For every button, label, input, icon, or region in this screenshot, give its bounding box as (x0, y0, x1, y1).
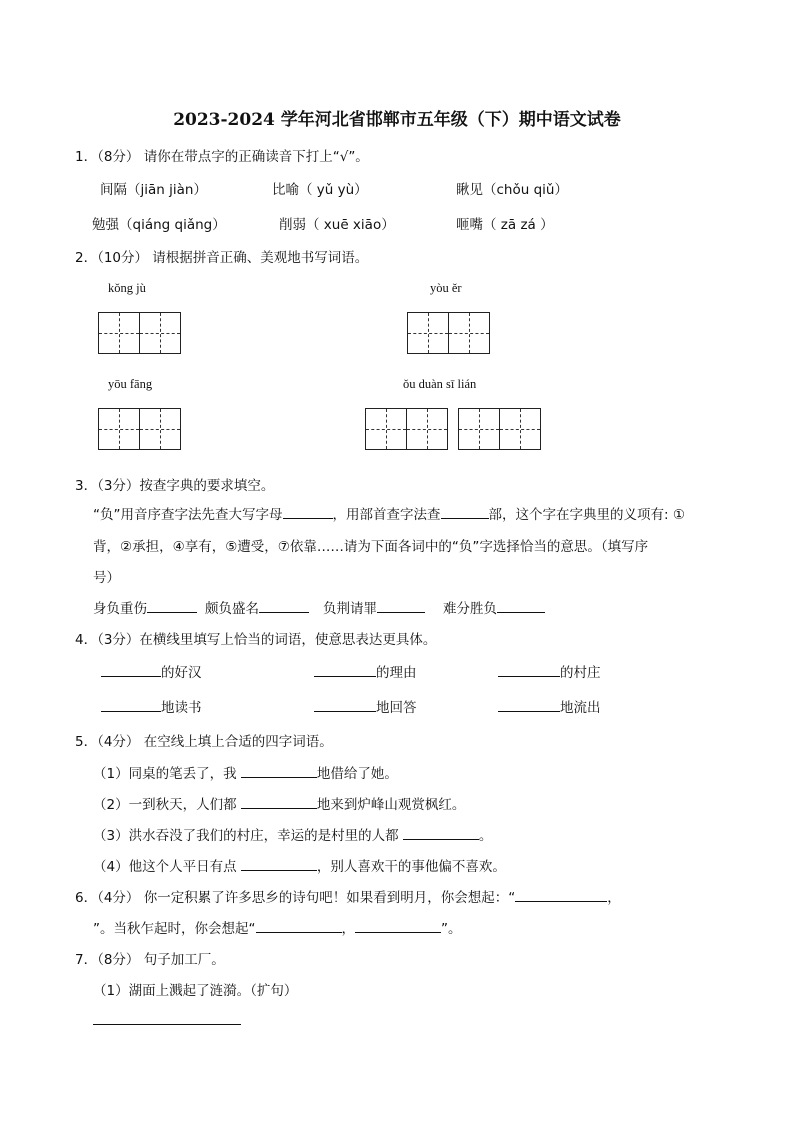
q5-blank[interactable] (241, 763, 317, 778)
q3-item-blank[interactable] (259, 598, 309, 613)
q5-sentence-4: （4）他这个人平日有点 ，别人喜欢干的事他偏不喜欢。 (93, 855, 506, 875)
question-6-line-1: 6．（4分） 你一定积累了许多思乡的诗句吧！如果看到明月，你会想起：“ ， (75, 886, 621, 906)
q5-blank[interactable] (241, 794, 317, 809)
q4-blank[interactable] (498, 662, 560, 677)
q1-word-5: 削弱（ xuē xiāo） (279, 217, 395, 233)
q1-word-3: 瞅见（chǒu qiǔ） (456, 182, 568, 198)
question-3-stem: 3．（3分）按查字典的要求填空。 (75, 478, 275, 494)
q3-line-3: 号） (93, 570, 120, 586)
q3-text-1b: ，用部首查字法查 (332, 507, 441, 523)
writing-cell[interactable] (98, 408, 140, 450)
q7-sentence-1: （1）湖面上溅起了涟漪。（扩句） (93, 983, 298, 999)
q4-blank[interactable] (101, 697, 161, 712)
writing-cell[interactable] (458, 408, 500, 450)
writing-cell[interactable] (406, 408, 448, 450)
q5-blank[interactable] (241, 856, 317, 871)
q4-item-4: 地读书 (101, 696, 202, 716)
q4-item-3: 的村庄 (498, 661, 601, 681)
q3-item-1: 身负重伤 (93, 597, 197, 617)
q2-pinyin-1: kǒng jù (108, 281, 146, 295)
q1-word-4: 勉强（qiáng qiǎng） (92, 217, 226, 233)
q2-grid-4a[interactable] (365, 408, 448, 450)
q3-blank-radical[interactable] (441, 504, 489, 519)
q1-word-6: 咂嘴（ zā zá ） (456, 217, 554, 233)
writing-cell[interactable] (499, 408, 541, 450)
q4-blank[interactable] (498, 697, 560, 712)
q2-grid-3[interactable] (98, 408, 181, 450)
page-title: 2023-2024 学年河北省邯郸市五年级（下）期中语文试卷 (173, 110, 621, 130)
q3-line-1 (93, 503, 685, 523)
q4-blank[interactable] (101, 662, 161, 677)
question-5-stem: 5．（4分） 在空线上填上合适的四字词语。 (75, 734, 333, 750)
q6-blank-3[interactable] (355, 918, 441, 933)
q3-blank-letter[interactable] (283, 504, 333, 519)
q5-blank[interactable] (403, 825, 479, 840)
q7-answer-line[interactable] (93, 1024, 241, 1025)
question-7-stem: 7．（8分） 句子加工厂。 (75, 952, 225, 968)
q5-sentence-1: （1）同桌的笔丢了，我 地借给了她。 (93, 762, 398, 782)
writing-cell[interactable] (448, 312, 490, 354)
q6-blank-1[interactable] (515, 887, 607, 902)
writing-cell[interactable] (139, 408, 181, 450)
q5-sentence-3: （3）洪水吞没了我们的村庄，幸运的是村里的人都 。 (93, 824, 492, 844)
q3-item-blank[interactable] (147, 598, 197, 613)
q4-item-6: 地流出 (498, 696, 601, 716)
q2-grid-2[interactable] (407, 312, 490, 354)
q3-item-2: 颇负盛名 (205, 597, 309, 617)
q2-pinyin-2: yòu ěr (430, 281, 462, 295)
q3-item-blank[interactable] (497, 598, 545, 613)
question-1-stem: 1．（8分） 请你在带点字的正确读音下打上“√”。 (75, 149, 369, 165)
q3-item-blank[interactable] (377, 598, 425, 613)
q4-blank[interactable] (314, 662, 376, 677)
q3-line-2: 背，②承担，④享有，⑤遭受，⑦依靠……请为下面各词中的“负”字选择恰当的意思。（填写序 (93, 539, 649, 555)
writing-cell[interactable] (407, 312, 449, 354)
writing-cell[interactable] (98, 312, 140, 354)
q5-sentence-2: （2）一到秋天，人们都 地来到炉峰山观赏枫红。 (93, 793, 465, 813)
q1-word-1: 间隔（jiān jiàn） (100, 182, 207, 198)
q2-pinyin-3: yōu fāng (108, 377, 153, 391)
question-2-stem: 2．（10分） 请根据拼音正确、美观地书写词语。 (75, 250, 369, 266)
q2-grid-4b[interactable] (458, 408, 541, 450)
q3-item-3: 负荆请罪 (323, 597, 425, 617)
q2-pinyin-4: ǒu duàn sī lián (403, 377, 477, 391)
writing-cell[interactable] (365, 408, 407, 450)
q3-text-1c: 部，这个字在字典里的义项有: ① (488, 507, 685, 523)
q1-word-2: 比喻（ yǔ yù） (272, 182, 368, 198)
q3-text-1a: “负”用音序查字法先查大写字母 (93, 507, 283, 523)
q4-item-1: 的好汉 (101, 661, 202, 681)
q4-item-2: 的理由 (314, 661, 417, 681)
q4-blank[interactable] (314, 697, 376, 712)
q2-grid-1[interactable] (98, 312, 181, 354)
q3-item-4: 难分胜负 (443, 597, 545, 617)
q4-item-5: 地回答 (314, 696, 417, 716)
question-4-stem: 4．（3分）在横线里填写上恰当的词语，使意思表达更具体。 (75, 632, 437, 648)
q6-blank-2[interactable] (256, 918, 342, 933)
question-6-line-2: ”。当秋乍起时，你会想起“ ， ”。 (93, 917, 462, 937)
writing-cell[interactable] (139, 312, 181, 354)
